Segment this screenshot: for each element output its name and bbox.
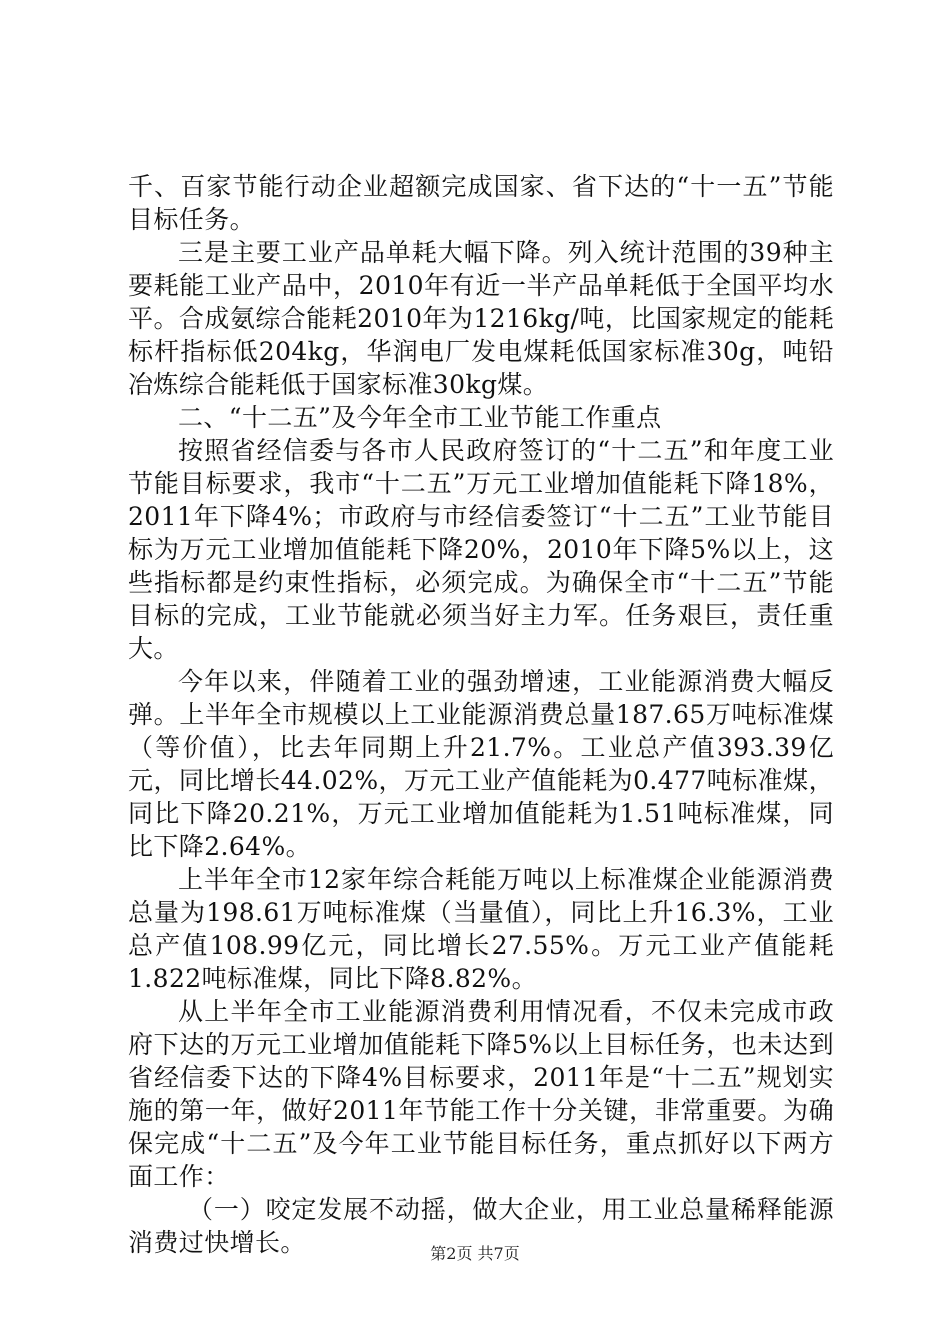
paragraph-key-enterprises: 上半年全市12家年综合耗能万吨以上标准煤企业能源消费总量为198.61万吨标准煤（当量值），同比上升16.3%，工业总产值108.99亿元，同比增长27.55%。万元工业产值能耗1.822吨标准煤，同比下降8.82%。 xyxy=(128,865,834,993)
paragraph-continuation: 千、百家节能行动企业超额完成国家、省下达的“十一五”节能目标任务。 xyxy=(128,172,834,234)
paragraph-targets: 按照省经信委与各市人民政府签订的“十二五”和年度工业节能目标要求，我市“十二五”万元工业增加值能耗下降18%，2011年下降4%；市政府与市经信委签订“十二五”工业节能目标为万元工业增加值能耗下降20%，2010年下降5%以上，这些指标都是约束性指标，必须完成。为确保全市“十二五”节能目标的完成，工业节能就必须当好主力军。任务艰巨，责任重大。 xyxy=(128,436,834,663)
paragraph-energy-rebound: 今年以来，伴随着工业的强劲增速，工业能源消费大幅反弹。上半年全市规模以上工业能源消费总量187.65万吨标准煤（等价值），比去年同期上升21.7%。工业总产值393.39亿元，同比增长44.02%，万元工业产值能耗为0.477吨标准煤，同比下降20.21%，万元工业增加值能耗为1.51吨标准煤，同比下降2.64%。 xyxy=(128,667,834,861)
subsection-heading: （一）咬定发展不动摇，做大企业，用工业总量稀释能源消费过快增长。 xyxy=(128,1195,834,1257)
document-body xyxy=(128,170,834,1259)
section-heading: 二、“十二五”及今年全市工业节能工作重点 xyxy=(178,403,662,432)
page-number-footer: 第2页 共7页 xyxy=(430,1244,520,1263)
paragraph-product-consumption: 三是主要工业产品单耗大幅下降。列入统计范围的39种主要耗能工业产品中，2010年有近一半产品单耗低于全国平均水平。合成氨综合能耗2010年为1216kg/吨，比国家规定的能耗标杆指标低204kg，华润电厂发电煤耗低国家标准30g，吨铅冶炼综合能耗低于国家标准30kg煤。 xyxy=(128,238,834,399)
paragraph-analysis: 从上半年全市工业能源消费利用情况看，不仅未完成市政府下达的万元工业增加值能耗下降5%以上目标任务，也未达到省经信委下达的下降4%目标要求，2011年是“十二五”规划实施的第一年，做好2011年节能工作十分关键，非常重要。为确保完成“十二五”及今年工业节能目标任务，重点抓好以下两方面工作： xyxy=(128,997,834,1191)
